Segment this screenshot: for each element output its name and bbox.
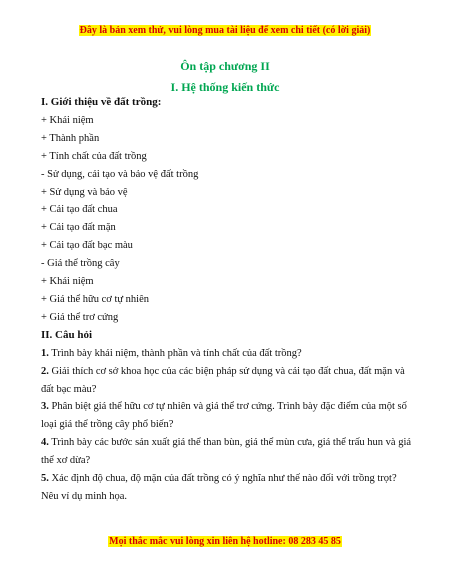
question-item bbox=[41, 470, 413, 506]
list-item: + Tính chất của đất trồng bbox=[41, 150, 147, 162]
question-number: 3. bbox=[41, 401, 49, 413]
list-item: + Sử dụng và bảo vệ bbox=[41, 186, 128, 198]
list-item: + Giá thể hữu cơ tự nhiên bbox=[41, 293, 149, 305]
list-item: - Giá thể trồng cây bbox=[41, 258, 120, 270]
question-text: Giải thích cơ sở khoa học của các biện pháp sử dụng và cải tạo đất chua, đất mặn và đất bạc màu? bbox=[41, 365, 405, 395]
list-item: + Cải tạo đất chua bbox=[41, 204, 118, 216]
document-body bbox=[41, 94, 413, 506]
list-item: + Khái niệm bbox=[41, 114, 94, 126]
question-text: Xác định độ chua, độ mặn của đất trồng có ý nghĩa như thế nào đối với trồng trọt? Nêu ví dụ minh họa. bbox=[41, 473, 397, 502]
question-item bbox=[41, 398, 413, 434]
list-item: + Cải tạo đất mặn bbox=[41, 222, 116, 234]
chapter-title: Ôn tập chương II bbox=[180, 59, 270, 73]
list-item: + Cải tạo đất bạc màu bbox=[41, 240, 133, 252]
question-number: 2. bbox=[41, 365, 49, 377]
question-text: Phân biệt giá thể hữu cơ tự nhiên và giá thể trơ cứng. Trình bày đặc điểm của một số loại giá thể trồng cây phổ biến? bbox=[41, 401, 407, 431]
list-item: + Giá thể trơ cứng bbox=[41, 311, 119, 323]
list-item: + Khái niệm bbox=[41, 276, 94, 288]
question-number: 1. bbox=[41, 347, 49, 359]
hotline-text: Mọi thắc mắc vui lòng xin liên hệ hotline: 08 283 45 85 bbox=[109, 536, 341, 547]
section-heading-questions: II. Câu hỏi bbox=[41, 328, 93, 341]
question-item bbox=[41, 434, 413, 470]
list-item: + Thành phần bbox=[41, 132, 100, 144]
preview-notice-text: Đây là bản xem thử, vui lòng mua tài liệu để xem chi tiết (có lời giải) bbox=[79, 25, 371, 36]
question-item bbox=[41, 345, 413, 363]
list-item: - Sử dụng, cải tạo và bảo vệ đất trồng bbox=[41, 168, 199, 180]
preview-notice-banner bbox=[0, 24, 450, 38]
hotline-banner bbox=[0, 535, 450, 549]
question-number: 5. bbox=[41, 473, 49, 485]
question-item bbox=[41, 363, 413, 399]
section-heading-intro: I. Giới thiệu về đất trồng: bbox=[41, 96, 162, 108]
question-text: Trình bày các bước sản xuất giá thể than bùn, giá thể mùn cưa, giá thể trấu hun và giá thể xơ dừa? bbox=[41, 437, 412, 467]
chapter-subtitle: I. Hệ thống kiến thức bbox=[170, 80, 280, 94]
question-number: 4. bbox=[41, 437, 49, 449]
title-block bbox=[0, 57, 450, 99]
question-text: Trình bày khái niệm, thành phần và tính chất của đất trồng? bbox=[48, 347, 302, 359]
